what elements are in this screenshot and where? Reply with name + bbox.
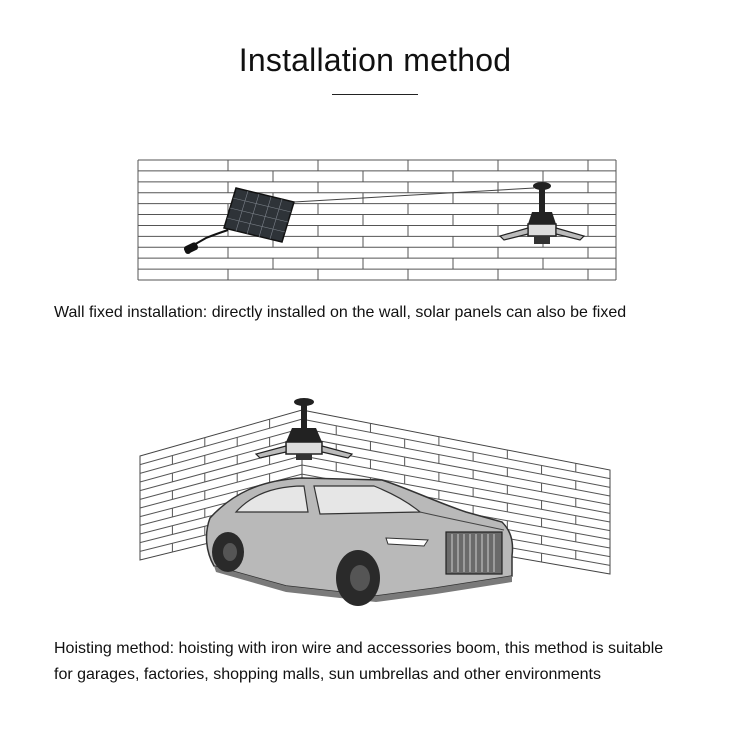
hoisting-caption-line-1: Hoisting method: hoisting with iron wire and accessories boom, this method is suitable: [54, 640, 664, 657]
hoisting-illustration: [136, 390, 614, 612]
brick-wall-icon: [136, 158, 618, 282]
page-title: Installation method: [238, 42, 512, 78]
title-underline: [332, 94, 418, 95]
wall-install-caption: Wall fixed installation: directly installed on the wall, solar panels can also be fixed: [54, 304, 627, 321]
ufo-lamp-icon: [500, 182, 584, 244]
hoisting-caption-line-2: for garages, factories, shopping malls, sun umbrellas and other environments: [54, 666, 601, 683]
solar-panel-icon: [183, 188, 294, 255]
wall-install-illustration: [136, 158, 618, 282]
hoisting-caption: [54, 636, 734, 688]
garage-scene-icon: [136, 390, 614, 612]
